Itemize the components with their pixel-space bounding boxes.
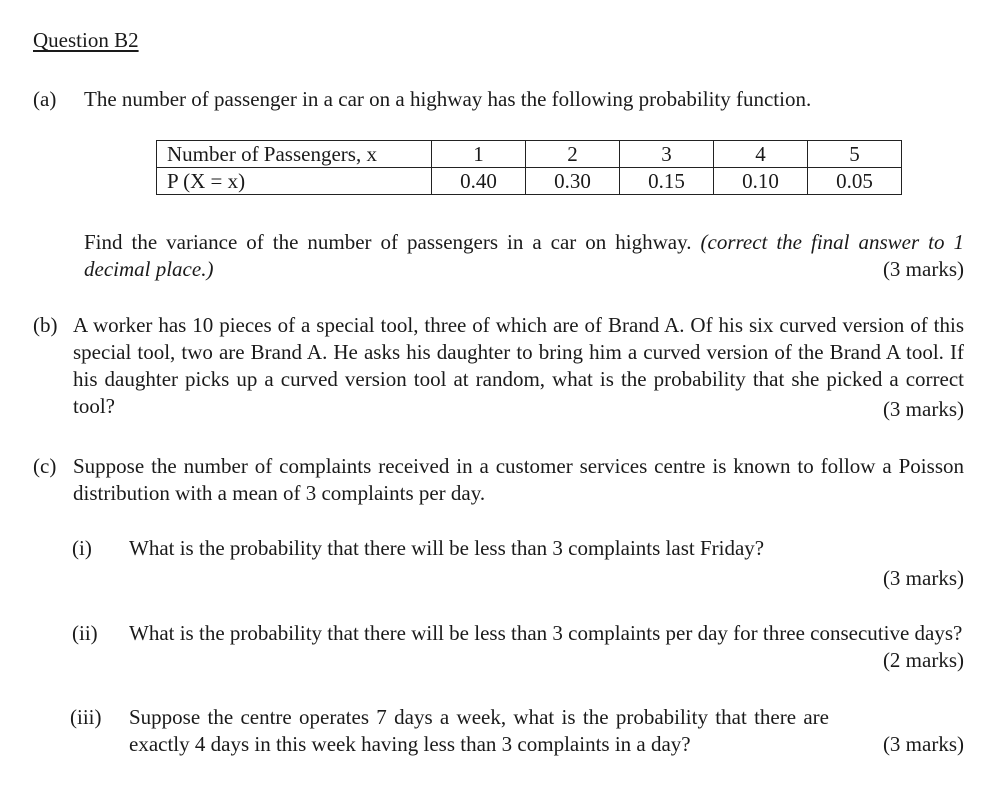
table-row [157, 168, 902, 195]
table-cell: 5 [808, 141, 902, 168]
part-c-ii-text: What is the probability that there will be less than 3 complaints per day for three consecutive days? [129, 621, 963, 645]
part-c-i-label: (i) [72, 536, 92, 560]
part-c-i-text: What is the probability that there will be less than 3 complaints last Friday? [129, 536, 765, 560]
part-b-label: (b) [33, 313, 58, 337]
part-c-text: Suppose the number of complaints received in a customer services centre is known to follow a Poisson distribution with a mean of 3 complaints per day. [73, 454, 964, 505]
part-a-marks: (3 marks) [882, 257, 964, 281]
part-b-marks: (3 marks) [882, 397, 964, 421]
part-c-iii-text: Suppose the centre operates 7 days a week, what is the probability that there are exactly 4 days in this week having less than 3 complaints in a day? [129, 705, 829, 756]
table-cell: 0.40 [432, 168, 526, 195]
table-cell: 1 [432, 141, 526, 168]
table-cell: 0.15 [620, 168, 714, 195]
row2-header-text: P (X = x) [167, 169, 246, 193]
part-c-ii-marks: (2 marks) [882, 648, 964, 672]
part-c-iii-label: (iii) [70, 705, 102, 729]
part-a-intro: The number of passenger in a car on a highway has the following probability function. [84, 87, 812, 111]
question-title: Question B2 [33, 28, 139, 52]
table-cell: 4 [714, 141, 808, 168]
row1-header-text: Number of Passengers, x [167, 142, 377, 166]
table-cell: 2 [526, 141, 620, 168]
table-cell: 3 [620, 141, 714, 168]
table-header-p [157, 168, 432, 195]
table-cell: 0.30 [526, 168, 620, 195]
table-cell: 0.10 [714, 168, 808, 195]
probability-table [156, 140, 902, 195]
table-cell: 0.05 [808, 168, 902, 195]
table-row [157, 141, 902, 168]
table-header-x [157, 141, 432, 168]
part-a-question-plain: Find the variance of the number of passengers in a car on highway. [84, 230, 692, 254]
part-c-iii-marks: (3 marks) [882, 732, 964, 756]
part-c-ii-label: (ii) [72, 621, 98, 645]
part-c-label: (c) [33, 454, 57, 478]
part-c-i-marks: (3 marks) [882, 566, 964, 590]
part-a-question-italic: (correct the final answer to 1 decimal place.) [84, 230, 964, 281]
part-a-label: (a) [33, 87, 57, 111]
part-b-text: A worker has 10 pieces of a special tool, three of which are of Brand A. Of his six curved version of this special tool, two are Brand A. He asks his daughter to bring him a curved version of the Brand A tool. If his daughter picks up a curved version tool at random, what is the probability that she picked a correct tool? [73, 313, 964, 418]
